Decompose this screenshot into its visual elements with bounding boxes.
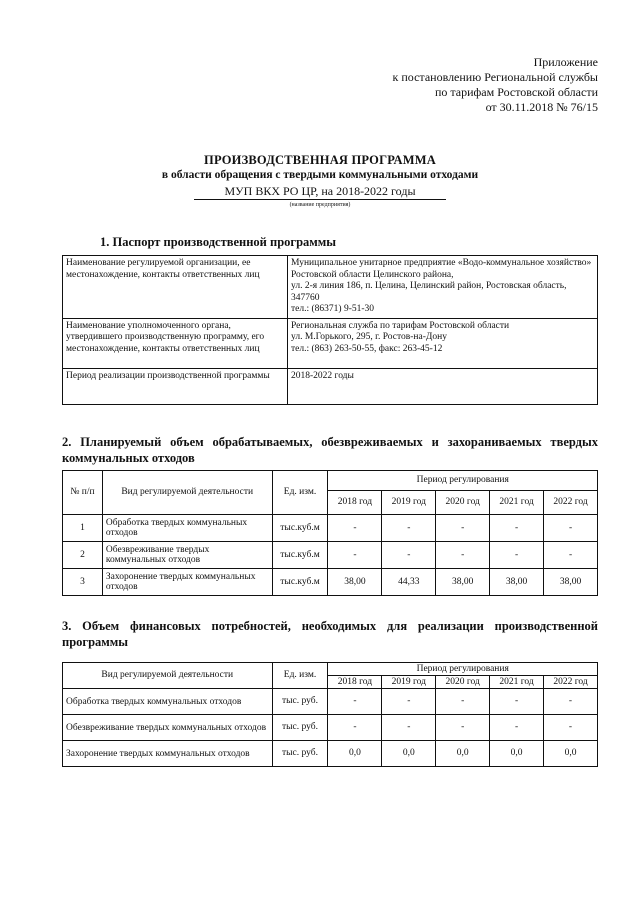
table-row (63, 741, 598, 767)
column-header-activity: Вид регулируемой деятельности (102, 471, 272, 515)
row-value: - (490, 715, 544, 741)
row-activity: Захоронение твердых коммунальных отходов (102, 569, 272, 596)
column-header-year: 2020 год (436, 676, 490, 689)
section3-heading: 3. Объем финансовых потребностей, необходимых для реализации производственной программы (62, 619, 598, 649)
appendix-note (393, 55, 598, 115)
row-value: - (436, 515, 490, 542)
section2-heading: 2. Планируемый объем обрабатываемых, обезвреживаемых и захораниваемых твердых коммунальных отходов (62, 435, 598, 465)
appendix-line: по тарифам Ростовской области (434, 85, 598, 99)
organization-caption: (название предприятия) (289, 202, 351, 208)
row-unit: тыс. руб. (272, 741, 328, 767)
column-header-year: 2022 год (544, 676, 598, 689)
organization-name: МУП ВКХ РО ЦР, на 2018-2022 годы (194, 184, 445, 200)
row-activity: Обезвреживание твердых коммунальных отходов (102, 542, 272, 569)
column-header-unit: Ед. изм. (272, 471, 328, 515)
row-value: 0,0 (328, 741, 382, 767)
row-value: - (436, 542, 490, 569)
row-value: 44,33 (382, 569, 436, 596)
passport-value-line: ул. 2-я линия 186, п. Целина, Целинский район, Ростовская область, 347760 (291, 281, 567, 303)
column-header-year: 2021 год (490, 491, 544, 515)
finance-table (62, 662, 598, 767)
row-value: 0,0 (544, 741, 598, 767)
passport-label: Наименование регулируемой организации, ее местонахождение, контакты ответственных лиц (63, 256, 288, 319)
row-value: - (382, 542, 436, 569)
row-value: - (328, 542, 382, 569)
section1-heading: 1. Паспорт производственной программы (100, 235, 337, 249)
table-header-row (63, 471, 598, 491)
row-unit: тыс. руб. (272, 715, 328, 741)
column-header-year: 2022 год (544, 491, 598, 515)
row-value: - (544, 715, 598, 741)
row-value: 38,00 (436, 569, 490, 596)
appendix-line: от 30.11.2018 № 76/15 (485, 100, 598, 114)
row-value: - (544, 515, 598, 542)
column-header-year: 2019 год (382, 491, 436, 515)
row-number: 1 (63, 515, 103, 542)
row-value: 38,00 (490, 569, 544, 596)
passport-label: Период реализации производственной программы (63, 368, 288, 404)
table-row (63, 542, 598, 569)
row-value: - (490, 689, 544, 715)
table-row (63, 256, 598, 319)
row-value: - (328, 515, 382, 542)
passport-label: Наименование уполномоченного органа, утвердившего производственную программу, его местонахождение, контакты ответственных лиц (63, 318, 288, 368)
document-title-block (0, 152, 640, 209)
table-row (63, 515, 598, 542)
passport-value-line: 2018-2022 годы (291, 370, 354, 381)
document-subtitle: в области обращения с твердыми коммунальными отходами (161, 169, 479, 181)
column-header-year: 2019 год (382, 676, 436, 689)
row-value: - (382, 689, 436, 715)
passport-value-line: Региональная служба по тарифам Ростовской области (291, 320, 510, 331)
row-number: 3 (63, 569, 103, 596)
passport-value (288, 368, 598, 404)
row-value: 0,0 (436, 741, 490, 767)
table-row (63, 569, 598, 596)
row-value: - (544, 689, 598, 715)
row-unit: тыс.куб.м (272, 542, 328, 569)
table-row (63, 368, 598, 404)
column-header-unit: Ед. изм. (272, 663, 328, 689)
row-activity: Обезвреживание твердых коммунальных отходов (63, 715, 273, 741)
row-activity: Обработка твердых коммунальных отходов (102, 515, 272, 542)
row-value: 38,00 (328, 569, 382, 596)
column-header-year: 2021 год (490, 676, 544, 689)
row-value: - (436, 715, 490, 741)
column-header-year: 2020 год (436, 491, 490, 515)
passport-value-line: тел.: (86371) 9-51-30 (291, 304, 375, 314)
appendix-line: к постановлению Региональной службы (392, 70, 598, 84)
row-value: - (382, 715, 436, 741)
table-row (63, 715, 598, 741)
column-header-period: Период регулирования (328, 471, 598, 491)
column-header-period: Период регулирования (328, 663, 598, 676)
volume-table (62, 470, 598, 596)
passport-value (288, 318, 598, 368)
row-value: - (544, 542, 598, 569)
passport-value-line: Муниципальное унитарное предприятие «Водо-коммунальное хозяйство» Ростовской области Целинского района, (291, 258, 592, 280)
appendix-line: Приложение (533, 55, 598, 69)
row-value: - (490, 542, 544, 569)
passport-value (288, 256, 598, 319)
column-header-year: 2018 год (328, 491, 382, 515)
row-number: 2 (63, 542, 103, 569)
row-value: 0,0 (382, 741, 436, 767)
row-value: 38,00 (544, 569, 598, 596)
column-header-activity: Вид регулируемой деятельности (63, 663, 273, 689)
column-header-num: № п/п (63, 471, 103, 515)
passport-table (62, 255, 598, 405)
row-activity: Захоронение твердых коммунальных отходов (63, 741, 273, 767)
table-row (63, 318, 598, 368)
row-value: - (328, 715, 382, 741)
table-header-row (63, 663, 598, 676)
document-title: ПРОИЗВОДСТВЕННАЯ ПРОГРАММА (204, 153, 436, 167)
row-unit: тыс.куб.м (272, 569, 328, 596)
row-value: - (328, 689, 382, 715)
table-row (63, 689, 598, 715)
row-value: - (436, 689, 490, 715)
row-value: 0,0 (490, 741, 544, 767)
column-header-year: 2018 год (328, 676, 382, 689)
row-value: - (490, 515, 544, 542)
row-value: - (382, 515, 436, 542)
row-activity: Обработка твердых коммунальных отходов (63, 689, 273, 715)
passport-value-line: ул. М.Горького, 295, г. Ростов-на-Дону (291, 332, 447, 342)
passport-value-line: тел.: (863) 263-50-55, факс: 263-45-12 (291, 343, 443, 354)
row-unit: тыс. руб. (272, 689, 328, 715)
row-unit: тыс.куб.м (272, 515, 328, 542)
